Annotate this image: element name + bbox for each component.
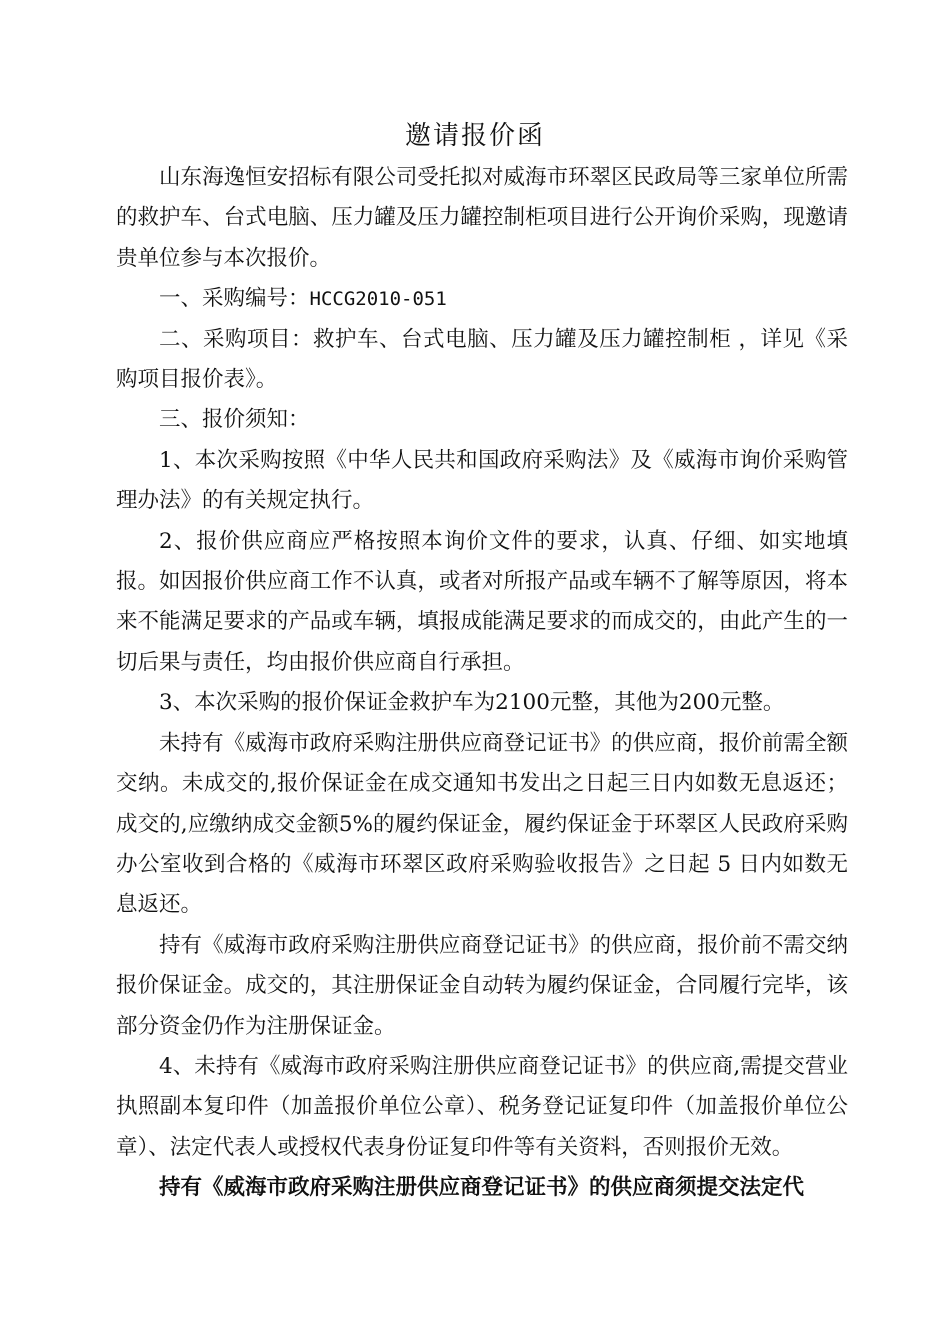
registered-supplier-requirement: 持有《威海市政府采购注册供应商登记证书》的供应商须提交法定代 [159,1175,805,1201]
notice-item-1: 1、本次采购按照《中华人民共和国政府采购法》及《威海市询价采购管理办法》的有关规定执行。 [116,447,848,514]
deposit-unregistered-paragraph: 未持有《威海市政府采购注册供应商登记证书》的供应商，报价前需全额交纳。未成交的,报价保证金在成交通知书发出之日起三日内如数无息返还；成交的,应缴纳成交金额5%的履约保证金，履约保证金于环翠区人民政府采购办公室收到合格的《威海市环翠区政府采购验收报告》之日起 5 日内如数无息返还。 [116,730,848,918]
document-title: 邀请报价函 [404,121,545,151]
intro-paragraph: 山东海逸恒安招标有限公司受托拟对威海市环翠区民政局等三家单位所需的救护车、台式电脑、压力罐及压力罐控制柜项目进行公开询价采购，现邀请贵单位参与本次报价。 [116,165,848,271]
notice-item-2: 2、报价供应商应严格按照本询价文件的要求，认真、仔细、如实地填报。如因报价供应商工作不认真，或者对所报产品或车辆不了解等原因，将本来不能满足要求的产品或车辆，填报成能满足要求的而成交的，由此产生的一切后果与责任，均由报价供应商自行承担。 [116,528,848,675]
procurement-items-paragraph: 二、采购项目：救护车、台式电脑、压力罐及压力罐控制柜 ，详见《采购项目报价表》。 [116,326,848,393]
quotation-notice-heading: 三、报价须知： [159,407,310,433]
procurement-number-paragraph [116,279,848,319]
notice-item-4: 4、未持有《威海市政府采购注册供应商登记证书》的供应商,需提交营业执照副本复印件（加盖报价单位公章）、税务登记证复印件（加盖报价单位公章）、法定代表人或授权代表身份证复印件等有关资料，否则报价无效。 [116,1053,848,1160]
document-body [116,158,848,1209]
notice-item-3: 3、本次采购的报价保证金救护车为2100元整，其他为200元整。 [159,690,785,716]
procurement-number-label: 一、采购编号： [159,286,310,312]
deposit-registered-paragraph: 持有《威海市政府采购注册供应商登记证书》的供应商，报价前不需交纳报价保证金。成交的，其注册保证金自动转为履约保证金，合同履行完毕，该部分资金仍作为注册保证金。 [116,932,848,1039]
procurement-number-value: HCCG2010-051 [309,288,447,311]
